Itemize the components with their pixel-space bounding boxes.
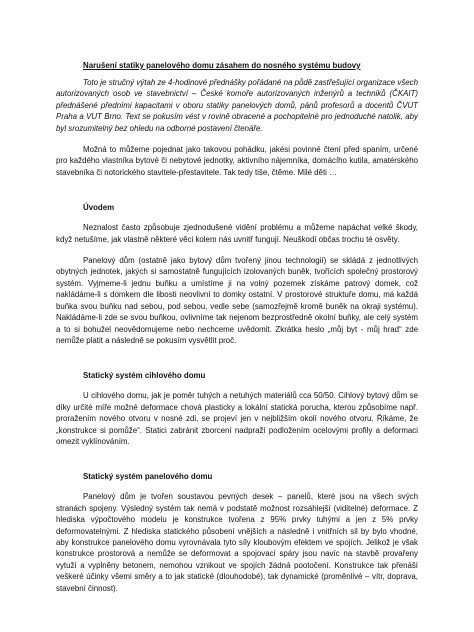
section-heading-panel-house: Statický systém panelového domu bbox=[83, 472, 213, 482]
spacer bbox=[56, 245, 418, 255]
intro-paragraph: Toto je stručný výtah ze 4-hodinové přednášky pořádané na půdě zastřešující organizace všech autorizovaných osob ve stavebnictví – České komoře autorizovaných inženýrů a techniků (ČKAIT) přednášené předními kapacitami v oboru statiky panelových domů, pánů profesorů a docentů ČVUT Praha a VUT Brno. Text se pokusím vést v rovině obracené a pochopitelné pro jednoduché natolik, aby byl srozumitelný bez ohledu na odborné postavení čtenáře. bbox=[56, 78, 418, 133]
section-heading-brick-house: Statický systém cihlového domu bbox=[83, 371, 206, 381]
spacer bbox=[56, 346, 418, 370]
fairy-tale-paragraph: Možná to můžeme pojednat jako takovou pohádku, jakési povinné čtení před spaním, určené pro každého vlastníka bytové či nebytové jednotky, aktivního nájemníka, domácího kutila, amatérského stavebníka či notorického stavitele-přestavitele. Tak tedy tiše, čtěme. Milé děti … bbox=[56, 145, 418, 177]
spacer bbox=[56, 134, 418, 144]
spacer bbox=[56, 178, 418, 202]
document-title: Narušení statiky panelového domu zásahem do nosného systému budovy bbox=[83, 61, 361, 70]
section-paragraph: Panelový dům je tvořen soustavou pevných desek – panelů, které jsou na všech svých stranách spojeny. Výsledný systém tak nemá v podstatě možnost rozsáhlejší (viditelné) deformace. Z hlediska výpočtového modelu je konstrukce tvořena z 95% prvky tuhými a jen z 5% prvky deformovatelnými. Z hlediska statického působení vnějších a následně i vnitřních sil by bylo vhodné, aby konstrukce panelového domu vyrovnávala tyto síly kloubovým efektem ve spojích. Jelikož je však konstrukce prostorová a nemůže se deformovat a spojovací spáry jsou navíc na stavbě provařeny vytuží a vyplněny betonem, nemohou vznikout ve spojích žádná pootočení. Konstrukce tak přenáší veškeré účinky všemi směry a to jak statické (dlouhodobé), tak dynamické (proměnlivé – vítr, doprava, stavební činnost). bbox=[56, 492, 418, 593]
section-paragraph: Panelový dům (ostatně jako bytový dům tvořený jinou technologií) se skládá z jednotlivých obytných jednotek, jakých si samostatně fungujících izolovaných buněk, tvořících společný prostorový systém. Vyjmeme-li jednu buňku a umístíme ji na volný pozemek získáme patrový domek, což nakládáme-li s domkem dle libosti neovlivní to domky ostatní. V prostorové struktuře domu, má každá buňka svou buňku nad sebou, pod sebou, vedle sebe (samozřejmě kromě buněk na okraji systému). Nakládáme-li zde se svou buňkou, ovlivníme tak nejenom bezprostředně okolní buňky, ale celý systém a to si bohužel neovědomujeme nebo nechceme uvědomit. Zkrátka heslo „můj byt - můj hrad“ zde nemůže platit a následně se pokusím vysvětlit proč. bbox=[56, 256, 418, 345]
section-paragraph: Neznalost často způsobuje zjednodušené vidění problému a můžeme napáchat velké škody, když netušíme, jak vlastně některé věci kolem nás uvnitř fungují. Neuškodí občas trochu té osvěty. bbox=[56, 223, 418, 244]
spacer bbox=[56, 447, 418, 471]
section-heading-introduction: Úvodem bbox=[83, 203, 115, 213]
section-paragraph: U cihlového domu, jak je poměr tuhých a netuhých materiálů cca 50/50. Cihlový bytový dům se díky určité míře možné deformace chová plasticky a lokální statická porucha, kterou způsobíme např. proražením nového otvoru v nosné zdi, se projeví jen v nejbližším okolí nového otvoru. Říkáme, že „konstrukce si pomůže“. Statici zabránit zborcení nadpraží podložením ocelovými profily a deformaci omezit vyklínováním. bbox=[56, 391, 418, 446]
